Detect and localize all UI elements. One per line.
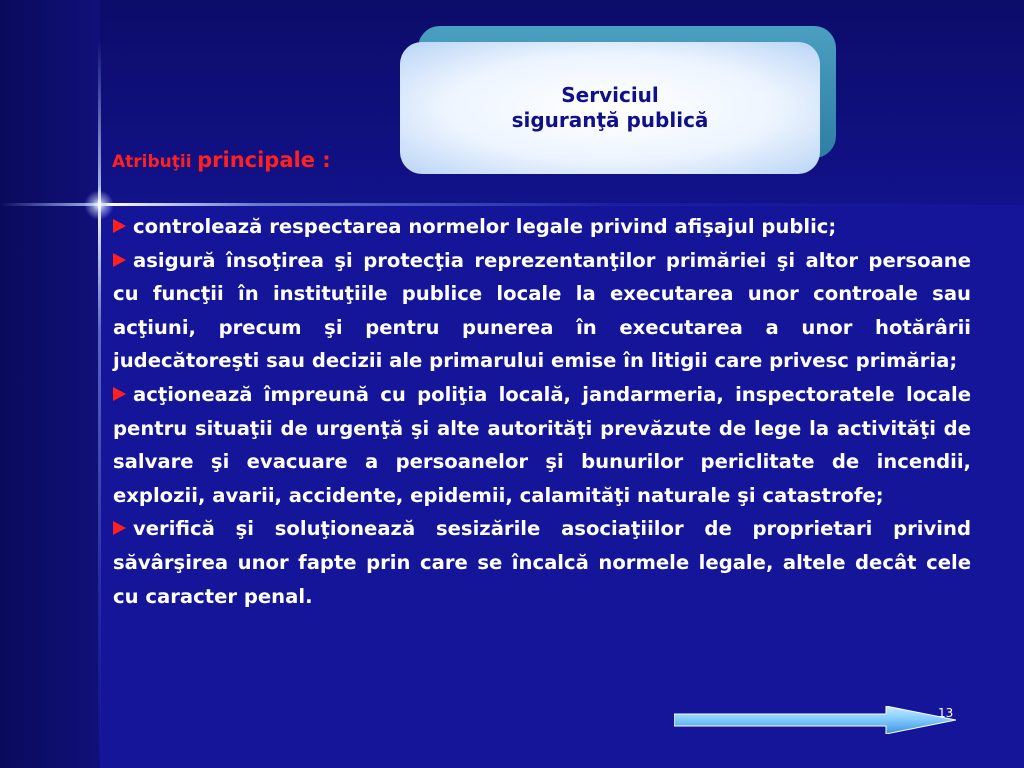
section-heading-part-2: principale :	[197, 148, 331, 172]
list-item-text: controlează respectarea normelor legale privind afişajul public;	[133, 215, 837, 238]
bullet-list	[113, 210, 971, 613]
bullet-arrow-icon	[113, 253, 126, 267]
list-item-text: acţionează împreună cu poliţia locală, jandarmeria, inspectoratele locale pentru situaţii de urgenţă şi alte autorităţi prevăzute de lege la activităţi de salvare şi evacuare a persoanelor şi bunurilor periclitate de incendii, explozii, avarii, accidente, epidemii, calamităţi naturale şi catastrofe;	[113, 382, 971, 507]
list-item	[113, 210, 971, 244]
slide-title	[460, 83, 760, 133]
sparkle-star-icon	[84, 190, 114, 220]
slide-title-line-1: Serviciul	[561, 83, 659, 107]
page-number: 13	[938, 706, 954, 720]
sparkle-vertical-line	[98, 40, 101, 768]
left-background-band	[0, 0, 100, 768]
list-item-text: verifică şi soluţionează sesizările asociaţiilor de proprietari privind săvârşirea unor fapte prin care se încalcă normele legale, altele decât cele cu caracter penal.	[113, 517, 971, 608]
sparkle-horizontal-line	[0, 203, 1024, 206]
title-box	[400, 42, 820, 174]
section-heading	[112, 148, 331, 172]
bullet-arrow-icon	[113, 521, 126, 535]
list-item	[113, 378, 971, 512]
slide-title-line-2: siguranţă publică	[511, 108, 709, 132]
list-item	[113, 512, 971, 613]
list-item-text: asigură însoţirea şi protecţia reprezentanţilor primăriei şi altor persoane cu funcţii în instituţiile publice locale la executarea unor controale sau acţiuni, precum şi pentru punerea în executarea a unor hotărârii judecătoreşti sau decizii ale primarului emise în litigii care privesc primăria;	[113, 248, 971, 373]
section-heading-part-1: Atribuţii	[112, 152, 192, 172]
bullet-arrow-icon	[113, 387, 126, 401]
next-slide-arrow-icon[interactable]	[674, 706, 956, 734]
bullet-arrow-icon	[113, 219, 126, 233]
list-item	[113, 244, 971, 378]
